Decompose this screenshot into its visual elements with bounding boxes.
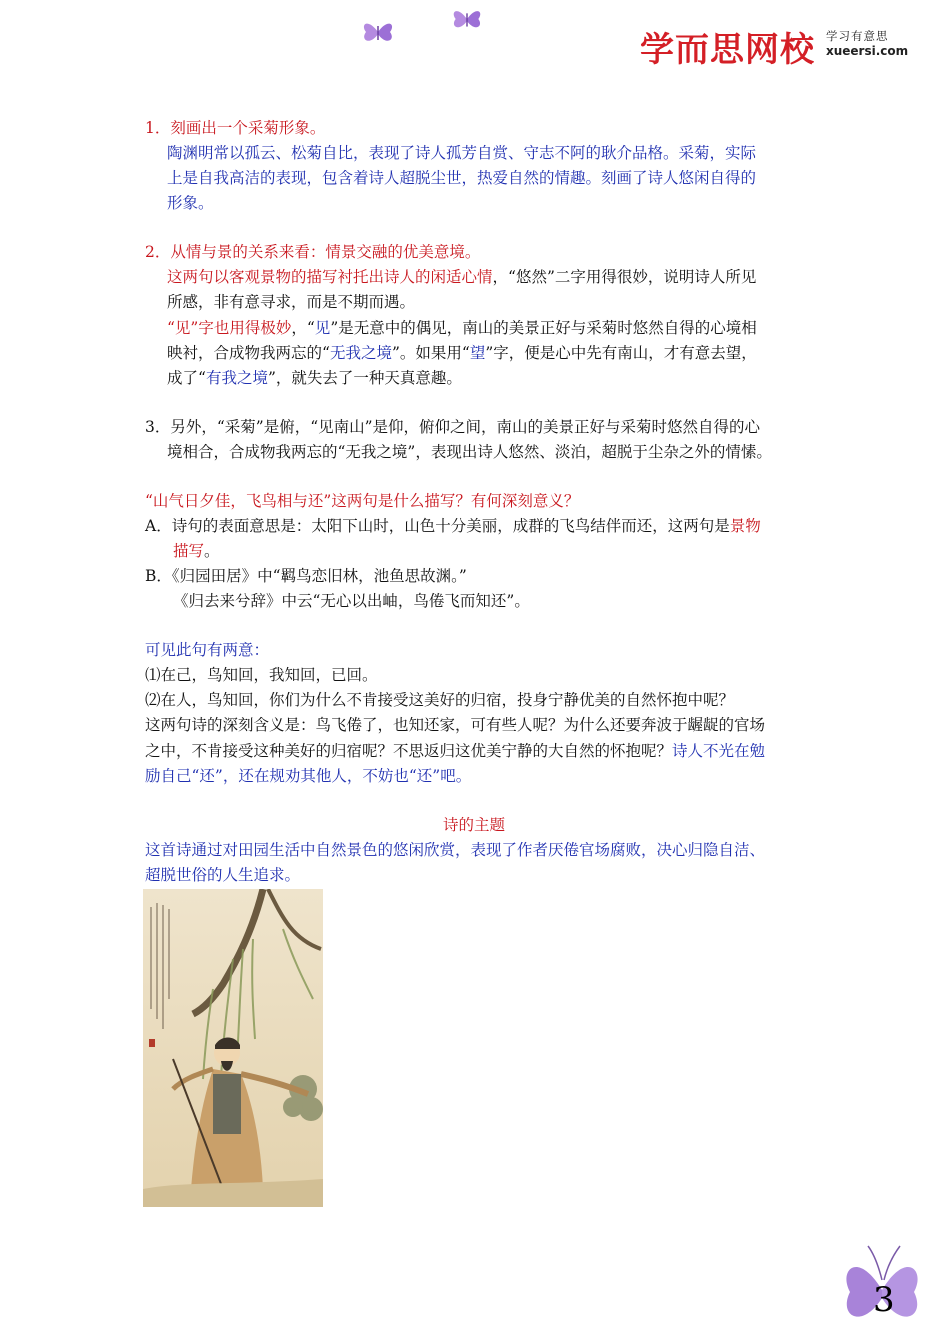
butterfly-icon — [450, 2, 484, 36]
butterfly-icon — [360, 14, 396, 50]
answer-b-line: 《归去来兮辞》中云“无心以出岫，鸟倦飞而知还”。 — [173, 592, 530, 610]
theme-title: 诗的主题 — [443, 816, 506, 834]
answer-b-line: B．《归园田居》中“羁鸟恋旧林，池鱼思故渊。” — [145, 567, 467, 585]
meaning-point: ⑴在己，鸟知回，我知回，已回。 — [145, 666, 378, 684]
section1-heading: 1．刻画出一个采菊形象。 — [145, 119, 326, 137]
section3-line: 境相合，合成物我两忘的“无我之境”，表现出诗人悠然、淡泊，超脱于尘杂之外的情愫。 — [167, 443, 772, 461]
answer-a-line: A．诗句的表面意思是：太阳下山时，山色十分美丽，成群的飞鸟结伴而还，这两句是景物 — [145, 517, 761, 535]
meaning-detail: 之中，不肯接受这种美好的归宿呢？不思返归这优美宁静的大自然的怀抱呢？诗人不光在勉 — [145, 742, 766, 760]
section1-line: 上是自我高洁的表现，包含着诗人超脱尘世，热爱自然的情趣。刻画了诗人悠闲自得的 — [167, 169, 757, 187]
site-logo — [640, 22, 930, 70]
section2-line: 成了“有我之境”，就失去了一种天真意趣。 — [167, 369, 462, 387]
logo-main-text: 学而思网校 — [640, 30, 815, 70]
page-number: 3 — [873, 1280, 895, 1320]
meaning-point: ⑵在人，鸟知回，你们为什么不肯接受这美好的归宿，投身宁静优美的自然怀抱中呢？ — [145, 691, 735, 709]
section2-heading: 2．从情与景的关系来看：情景交融的优美意境。 — [145, 243, 481, 261]
answer-a-line: 描写。 — [173, 542, 220, 560]
meaning-detail: 励自己“还”，还在规劝其他人，不妨也“还”吧。 — [145, 767, 472, 785]
poet-painting-image — [143, 889, 323, 1207]
section2-line: 所感，非有意寻求，而是不期而遇。 — [167, 293, 416, 311]
section3-line: 3．另外，“采菊”是俯，“见南山”是仰，俯仰之间，南山的美景正好与采菊时悠然自得的心 — [145, 418, 761, 436]
theme-line: 这首诗通过对田园生活中自然景色的悠闲欣赏，表现了作者厌倦官场腐败，决心归隐自洁、 — [145, 841, 766, 859]
meaning-title: 可见此句有两意： — [145, 641, 270, 659]
section1-line: 形象。 — [167, 194, 214, 212]
logo-url: xueersi.com — [826, 44, 909, 58]
question-title: “山气日夕佳，飞鸟相与还”这两句是什么描写？有何深刻意义？ — [145, 492, 580, 510]
theme-line: 超脱世俗的人生追求。 — [145, 866, 301, 884]
section2-line: 映衬，合成物我两忘的“无我之境”。如果用“望”字，便是心中先有南山，才有意去望， — [167, 344, 757, 362]
section2-line: 这两句以客观景物的描写衬托出诗人的闲适心情，“悠然”二字用得很妙，说明诗人所见 — [167, 268, 757, 286]
section1-line: 陶渊明常以孤云、松菊自比，表现了诗人孤芳自赏、守志不阿的耿介品格。采菊，实际 — [167, 144, 757, 162]
section2-line: “见”字也用得极妙，“见”是无意中的偶见，南山的美景正好与采菊时悠然自得的心境相 — [167, 319, 757, 337]
logo-tagline: 学习有意思 — [826, 29, 889, 43]
meaning-detail: 这两句诗的深刻含义是：鸟飞倦了，也知还家，可有些人呢？为什么还要奔波于龌龊的官场 — [145, 716, 766, 734]
